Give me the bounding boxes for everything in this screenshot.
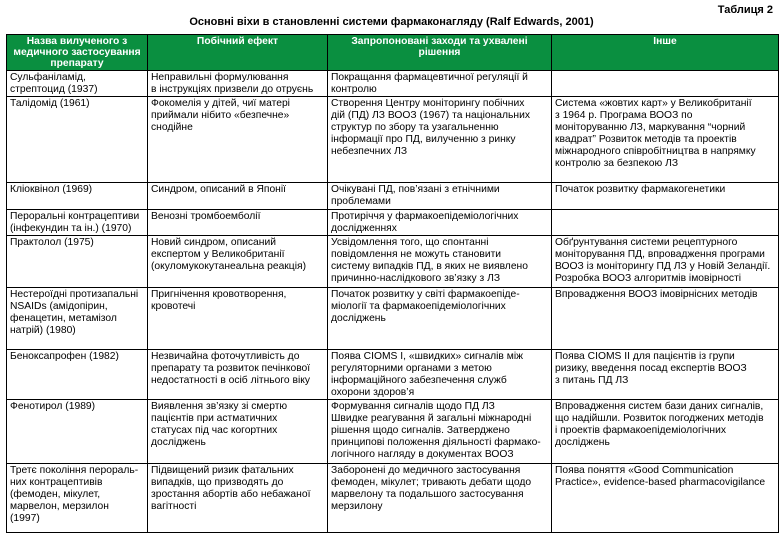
cell-side-effect <box>148 464 328 533</box>
cell-drug <box>7 183 148 210</box>
cell-side-effect <box>148 400 328 464</box>
cell-text-line: Система «жовтих карт» у Великобританії <box>555 98 752 109</box>
cell-drug <box>7 236 148 288</box>
cell-text-line: повідомлення не можуть становити <box>331 249 502 260</box>
cell-text-line: інформації про ПД, вилученню з ринку <box>331 134 516 145</box>
cell-text-line: досліджень <box>555 437 610 448</box>
cell-text-line: структур по збору та узагальненню <box>331 122 499 133</box>
cell-text-line: Третє покоління перораль- <box>10 465 139 476</box>
cell-text-line: Покращання фармацевтичної регуляції й <box>331 72 528 83</box>
cell-text-line: фенацетин, метамізол <box>10 313 117 324</box>
cell-text-line: міжнародного співробітництва в напрямку <box>555 146 756 157</box>
cell-measures <box>328 210 552 236</box>
cell-text-line: приймали нібито «безпечне» <box>151 110 290 121</box>
cell-text-line: причинно-наслідкового зв’язку з ЛЗ <box>331 273 501 284</box>
cell-text-line: (1997) <box>10 513 40 524</box>
cell-text-line: Підвищений ризик фатальних <box>151 465 294 476</box>
cell-measures <box>328 464 552 533</box>
cell-text-line: кровотечі <box>151 301 196 312</box>
cell-text-line: моніторуванню ЛЗ, маркування “чорний <box>555 122 746 133</box>
cell-drug <box>7 288 148 350</box>
table-row <box>7 236 779 288</box>
cell-other <box>552 210 779 236</box>
cell-text-line: ВООЗ із моніторингу ПД ЛЗ у Новій Зеландії. <box>555 261 771 272</box>
cell-other <box>552 236 779 288</box>
cell-text-line: Поява CIOMS I, «швидких» сигналів між <box>331 351 524 362</box>
cell-text-line: контролю <box>331 84 377 95</box>
cell-text-line: пацієнтів при астматичних <box>151 413 278 424</box>
cell-text-line: стрептоцид (1937) <box>10 84 98 95</box>
cell-text-line: Формування сигналів щодо ПД ЛЗ <box>331 401 495 412</box>
table-row <box>7 350 779 400</box>
cell-drug <box>7 400 148 464</box>
cell-text-line: Початок розвитку у світі фармакоепіде- <box>331 289 520 300</box>
table-row <box>7 183 779 210</box>
cell-text-line: проблемами <box>331 196 391 207</box>
cell-text-line: марвелон, мерзилон <box>10 501 109 512</box>
cell-text-line: квадрат” Розвиток методів та проектів <box>555 134 737 145</box>
cell-other <box>552 350 779 400</box>
table-row <box>7 464 779 533</box>
table-title: Основні віхи в становленні системи фармаконагляду (Ralf Edwards, 2001) <box>189 16 594 28</box>
cell-text-line: Створення Центру моніторингу побічних <box>331 98 525 109</box>
cell-text-line: небезпечних ЛЗ <box>331 146 408 157</box>
cell-text-line: Пероральні контрацептиви <box>10 211 140 222</box>
cell-text-line: Практолол (1975) <box>10 237 94 248</box>
cell-text-line: Сульфаніламід, <box>10 72 86 83</box>
header-other: Інше <box>552 35 779 71</box>
cell-text-line: Незвичайна фоточутливість до <box>151 351 300 362</box>
cell-drug <box>7 71 148 97</box>
cell-text-line: моніторування ПД, впровадження програми <box>555 249 765 260</box>
cell-text-line: Фенотирол (1989) <box>10 401 96 412</box>
cell-text-line: Очікувані ПД, пов’язані з етнічними <box>331 184 500 195</box>
cell-measures <box>328 71 552 97</box>
header-drug: Назва вилученого з медичного застосування препарату <box>7 35 148 71</box>
cell-text-line: Нестероїдні протизапальні <box>10 289 139 300</box>
cell-text-line: зростання абортів або небажаної <box>151 489 311 500</box>
cell-measures <box>328 400 552 464</box>
cell-text-line: Беноксапрофен (1982) <box>10 351 119 362</box>
cell-text-line: Синдром, описаний в Японії <box>151 184 287 195</box>
header-side-effect: Побічний ефект <box>148 35 328 71</box>
cell-text-line: недостатності в осіб літнього віку <box>151 375 310 386</box>
cell-text-line: (окуломукокутанеальна реакція) <box>151 261 306 272</box>
cell-text-line: препарату та розвиток печінкової <box>151 363 311 374</box>
cell-text-line: Талідомід (1961) <box>10 98 90 109</box>
cell-text-line: Поява поняття «Good Communication <box>555 465 734 476</box>
cell-text-line: рішення щодо сигналів. Затверджено <box>331 425 510 436</box>
table-number-label: Таблиця 2 <box>717 4 773 16</box>
cell-text-line: (інфекундин та ін.) (1970) <box>10 223 132 234</box>
cell-text-line: ризику, введення посад експертів ВООЗ <box>555 363 747 374</box>
cell-text-line: регуляторними органами з метою <box>331 363 492 374</box>
cell-other <box>552 97 779 183</box>
cell-drug <box>7 350 148 400</box>
cell-measures <box>328 236 552 288</box>
cell-side-effect <box>148 350 328 400</box>
cell-text-line: них контрацептивів <box>10 477 103 488</box>
cell-drug <box>7 97 148 183</box>
cell-text-line: снодійне <box>151 122 193 133</box>
cell-text-line: Протиріччя у фармакоепідеміологічних <box>331 211 519 222</box>
cell-text-line: Впровадження ВООЗ імовірнісних методів <box>555 289 758 300</box>
cell-text-line: фемоден, мікулет; тривають дебати щодо <box>331 477 532 488</box>
cell-measures <box>328 288 552 350</box>
cell-text-line: принципові положення діяльності фармако- <box>331 437 541 448</box>
cell-text-line: статусах під час когортних <box>151 425 278 436</box>
cell-text-line: охорони здоров’я <box>331 387 415 398</box>
table-header-row <box>7 35 779 71</box>
cell-text-line: Усвідомлення того, що спонтанні <box>331 237 489 248</box>
cell-text-line: випадків, що призводять до <box>151 477 284 488</box>
cell-text-line: Обґрунтування системи рецептурного <box>555 237 738 248</box>
cell-text-line: Заборонені до медичного застосування <box>331 465 521 476</box>
cell-other <box>552 400 779 464</box>
header-measures: Запропоновані заходи та ухвалені рішення <box>328 35 552 71</box>
cell-side-effect <box>148 210 328 236</box>
cell-text-line: вагітності <box>151 501 197 512</box>
cell-side-effect <box>148 183 328 210</box>
cell-text-line: з питань ПД ЛЗ <box>555 375 629 386</box>
cell-text-line: інформаційного забезпечення служб <box>331 375 507 386</box>
table-row <box>7 97 779 183</box>
table-row <box>7 210 779 236</box>
cell-drug <box>7 464 148 533</box>
cell-measures <box>328 350 552 400</box>
cell-text-line: Practice», evidence-based pharmacovigilance <box>555 477 766 488</box>
table-row <box>7 288 779 350</box>
cell-side-effect <box>148 97 328 183</box>
cell-text-line: в інструкціях призвели до отруєнь <box>151 84 314 95</box>
cell-text-line: досліджень <box>331 313 386 324</box>
cell-text-line: дій (ПД) ЛЗ ВООЗ (1967) та національних <box>331 110 530 121</box>
cell-text-line: дослідженнях <box>331 223 397 234</box>
cell-text-line: Швидке реагування й загальні міжнародні <box>331 413 532 424</box>
cell-text-line: логічного нагляду в документах ВООЗ <box>331 449 514 460</box>
cell-text-line: систему випадків ПД, в яких не виявлено <box>331 261 528 272</box>
pharmacovigilance-table <box>6 34 779 533</box>
cell-measures <box>328 97 552 183</box>
cell-text-line: мерзилону <box>331 501 383 512</box>
cell-side-effect <box>148 71 328 97</box>
cell-other <box>552 464 779 533</box>
cell-text-line: Новий синдром, описаний <box>151 237 276 248</box>
cell-text-line: і проектів фармакоепідеміологічних <box>555 425 726 436</box>
cell-text-line: міології та фармакоепідеміологічних <box>331 301 506 312</box>
cell-text-line: марвелону та подальшого застосування <box>331 489 524 500</box>
cell-side-effect <box>148 288 328 350</box>
cell-side-effect <box>148 236 328 288</box>
cell-text-line: контролю за безпекою ЛЗ <box>555 158 679 169</box>
cell-measures <box>328 183 552 210</box>
table-row <box>7 400 779 464</box>
cell-text-line: Початок розвитку фармакогенетики <box>555 184 726 195</box>
table-row <box>7 71 779 97</box>
cell-text-line: з 1964 р. Програма ВООЗ по <box>555 110 693 121</box>
cell-text-line: Розробка ВООЗ алгоритмів імовірності <box>555 273 742 284</box>
cell-text-line: Виявлення зв’язку зі смертю <box>151 401 288 412</box>
cell-text-line: Пригнічення кровотворення, <box>151 289 287 300</box>
cell-text-line: (фемоден, мікулет, <box>10 489 101 500</box>
cell-text-line: Венозні тромбоемболії <box>151 211 261 222</box>
cell-text-line: що надійшли. Розвиток погоджених методів <box>555 413 764 424</box>
cell-text-line: Поява CIOMS II для пацієнтів із групи <box>555 351 735 362</box>
cell-text-line: Кліоквінол (1969) <box>10 184 93 195</box>
cell-text-line: натрій) (1980) <box>10 325 76 336</box>
cell-text-line: Неправильні формулювання <box>151 72 289 83</box>
cell-text-line: Фокомелія у дітей, чиї матері <box>151 98 290 109</box>
cell-other <box>552 183 779 210</box>
cell-text-line: NSAIDs (амідопірин, <box>10 301 108 312</box>
cell-text-line: експертом у Великобританії <box>151 249 285 260</box>
cell-text-line: досліджень <box>151 437 206 448</box>
cell-other <box>552 288 779 350</box>
cell-text-line: Впровадження систем бази даних сигналів, <box>555 401 764 412</box>
cell-drug <box>7 210 148 236</box>
table-body <box>7 71 779 533</box>
cell-other <box>552 71 779 97</box>
